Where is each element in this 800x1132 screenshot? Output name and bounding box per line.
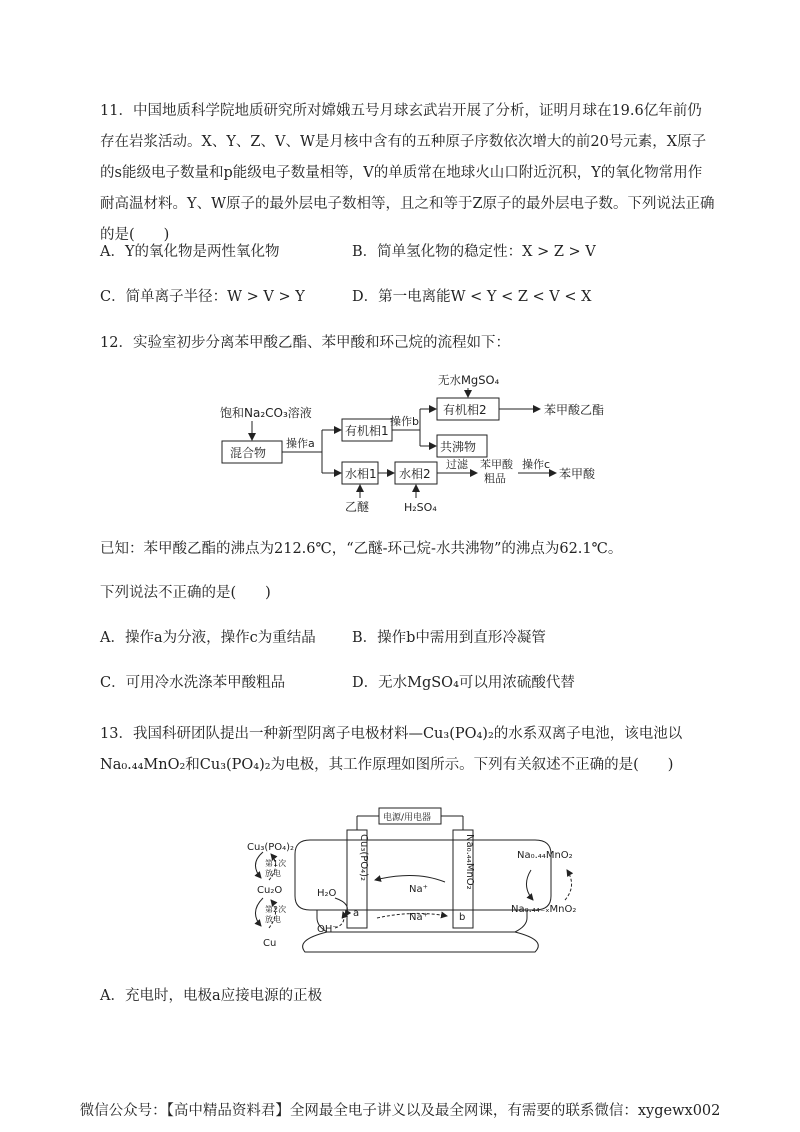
na-plus-top-label: Na⁺ (409, 884, 428, 895)
step2-line1: 第2次 (265, 905, 287, 914)
q12-option-d: D．无水MgSO₄可以用浓硫酸代替 (352, 675, 575, 691)
electrode-a-label: a (353, 908, 360, 919)
cu-label: Cu (263, 938, 277, 949)
q12-option-a: A．操作a为分液，操作c为重结晶 (100, 630, 316, 646)
q12-stem: 12．实验室初步分离苯甲酸乙酯、苯甲酸和环己烷的流程如下： (100, 335, 510, 351)
flow-mgso4-label: 无水MgSO₄ (438, 373, 500, 387)
step2-line2: 放电 (265, 915, 281, 924)
flow-acid-label: 苯甲酸 (559, 467, 596, 481)
flow-ether-label: 乙醚 (345, 500, 370, 514)
flow-h2so4-label: H₂SO₄ (404, 501, 437, 514)
q12-option-b: B．操作b中需用到直形冷凝管 (352, 630, 546, 646)
q13-option-a: A．充电时，电极a应接电源的正极 (100, 988, 323, 1004)
q11-stem: 11．中国地质科学院地质研究所对嫦娥五号月球玄武岩开展了分析，证明月球在19.6亿年前仍存在岩浆活动。X、Y、Z、V、W是月核中含有的五种原子序数依次增大的前20号元素，X原子的s能级电子数量和p能级电子数量相等，V的单质常在地球火山口附近沉积，Y的氧化物常用作耐高温材料。Y、W原子的最外层电子数相等，且之和等于Z原子的最外层电子数。下列说法正确的是( ) (100, 103, 715, 243)
separation-flowchart (200, 368, 630, 518)
flow-organic1-label: 有机相1 (345, 424, 389, 438)
cu2o-label: Cu₂O (257, 885, 283, 896)
flow-organic2-label: 有机相2 (443, 403, 487, 417)
q12-known: 已知：苯甲酸乙酯的沸点为212.6℃，“乙醚-环己烷-水共沸物”的沸点为62.1℃。 (100, 541, 623, 557)
flow-crude-line1: 苯甲酸 (480, 458, 513, 471)
footer-note: 微信公众号：【高中精品资料君】全网最全电子讲义以及最全网课，有需要的联系微信：xygewx002 (79, 1103, 721, 1119)
flow-op-b-label: 操作b (390, 415, 419, 428)
right-top-label: Na₀.₄₄MnO₂ (517, 850, 573, 861)
flow-op-c-label: 操作c (522, 458, 551, 471)
flow-filter-label: 过滤 (446, 458, 468, 471)
q11-option-d: D．第一电离能W < Y < Z < V < X (352, 289, 592, 305)
electrode-b-label: b (459, 912, 466, 923)
right-electrode-label: Na₀.₄₄MnO₂ (464, 834, 475, 890)
q12-option-c: C．可用冷水洗涤苯甲酸粗品 (100, 675, 286, 691)
q13-stem: 13．我国科研团队提出一种新型阴离子电极材料—Cu₃(PO₄)₂的水系双离子电池，该电池以Na₀.₄₄MnO₂和Cu₃(PO₄)₂为电极，其工作原理如图所示。下列有关叙述不正确的是( ) (100, 726, 683, 773)
step1-line2: 放电 (265, 869, 281, 878)
oh-label: OH⁻ (317, 924, 338, 935)
step1-line1: 第1次 (265, 859, 287, 868)
load-label: 电源/用电器 (383, 813, 432, 823)
left-electrode-label: Cu₃(PO₄)₂ (358, 834, 369, 882)
flow-ester-label: 苯甲酸乙酯 (544, 403, 605, 417)
q12-question: 下列说法不正确的是( ) (100, 585, 271, 601)
q11-option-c: C．简单离子半径：W > V > Y (100, 289, 305, 305)
flow-water2-label: 水相2 (399, 467, 431, 481)
flow-reagent-label: 饱和Na₂CO₃溶液 (220, 406, 312, 420)
flow-op-a-label: 操作a (286, 437, 315, 450)
cu3po42-label: Cu₃(PO₄)₂ (247, 842, 295, 853)
flow-water1-label: 水相1 (345, 467, 377, 481)
right-bottom-label: Na₀.₄₄₋ₓMnO₂ (511, 904, 577, 915)
flow-mixture-label: 混合物 (230, 446, 267, 460)
flow-crude-line2: 粗品 (484, 472, 506, 485)
q11-option-b: B．简单氢化物的稳定性：X > Z > V (352, 244, 596, 260)
na-plus-bottom-label: Na⁺ (409, 912, 428, 923)
h2o-label: H₂O (317, 888, 337, 899)
flow-azeotrope-label: 共沸物 (440, 440, 477, 454)
battery-diagram (235, 800, 595, 960)
q11-option-a: A．Y的氧化物是两性氧化物 (100, 244, 280, 260)
